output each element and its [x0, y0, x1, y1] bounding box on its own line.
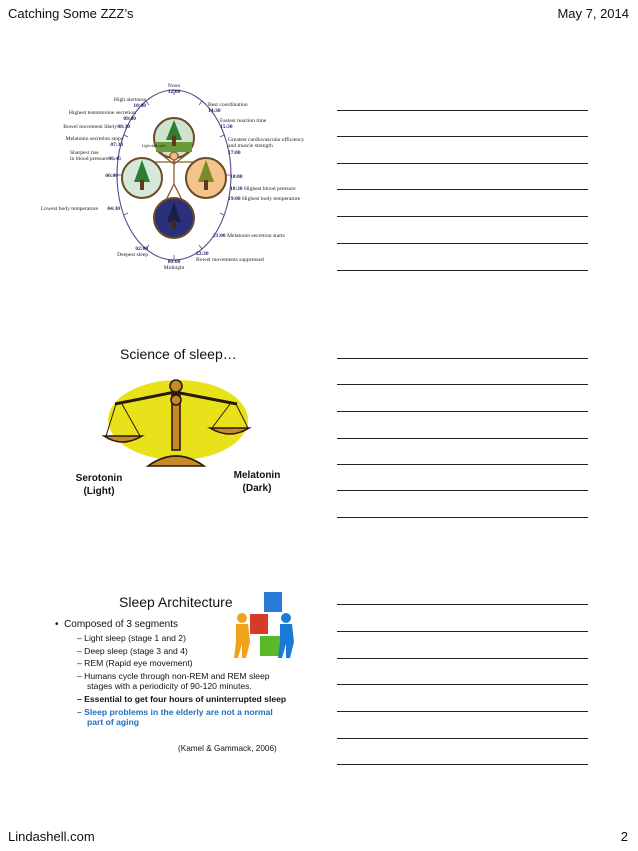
document-title: Catching Some ZZZ’s: [8, 6, 134, 21]
noon-label: Noon: [167, 83, 181, 89]
clock-label: Sharpest rise: [70, 150, 99, 156]
clock-time: 06:45: [108, 156, 121, 162]
clock-label: Deepest sleep: [117, 252, 148, 258]
clock-time: 14:30: [208, 108, 221, 114]
slide-title-architecture: Sleep Architecture: [119, 594, 233, 610]
clock-label: Melatonin secretion stops: [65, 136, 123, 142]
notes-line: [337, 490, 588, 491]
clock-time: 19:00: [228, 196, 241, 202]
clock-time: 10:00: [133, 103, 146, 109]
clock-label: Fastest reaction time: [220, 118, 267, 124]
clock-label: Highest blood pressure: [244, 186, 296, 192]
clock-label: and muscle strength: [228, 143, 273, 149]
clock-time: 18:00: [230, 174, 243, 180]
sub-bullet-list: [77, 633, 287, 728]
clock-time: 17:00: [228, 150, 241, 156]
notes-line: [337, 110, 588, 111]
clock-label: Best coordination: [208, 102, 248, 108]
notes-line: [337, 438, 588, 439]
notes-line: [337, 764, 588, 765]
clock-label: Highest body temperature: [242, 196, 301, 202]
architecture-content: [55, 619, 287, 728]
notes-line: [337, 631, 588, 632]
notes-line: [337, 216, 588, 217]
notes-line: [337, 384, 588, 385]
clock-time: 15:30: [220, 124, 233, 130]
midnight-time: 00:00: [167, 259, 181, 265]
list-item: – Light sleep (stage 1 and 2): [77, 633, 186, 643]
clock-label: in blood pressure: [70, 156, 109, 162]
clock-label: Bowel movement likely: [63, 124, 117, 130]
clock-time: 04:30: [107, 206, 120, 212]
clock-time: 06:00: [105, 173, 118, 179]
notes-line: [337, 270, 588, 271]
notes-line: [337, 136, 588, 137]
citation: (Kamel & Gammack, 2006): [178, 744, 277, 753]
notes-line: [337, 163, 588, 164]
clock-time: 02:00: [135, 246, 148, 252]
clock-time: 21:00: [213, 233, 226, 239]
notes-line: [337, 684, 588, 685]
notes-line: [337, 243, 588, 244]
clock-label: Lowest body temperature: [40, 206, 98, 212]
clock-label: High alertness: [113, 97, 146, 103]
noon-time: 12:00: [167, 89, 181, 95]
clock-time: 09:00: [123, 116, 136, 122]
list-item: – Deep sleep (stage 3 and 4): [77, 645, 188, 656]
page-number: 2: [620, 829, 628, 844]
melatonin-label: Melatonin (Dark): [233, 470, 281, 494]
notes-line: [337, 189, 588, 190]
clock-label: Melatonin secretion starts: [227, 233, 285, 239]
list-item: – REM (Rapid eye movement): [77, 658, 193, 669]
notes-line: [337, 658, 588, 659]
midnight-label: Midnight: [163, 265, 185, 271]
clock-label: Greatest cardiovascular efficiency: [228, 137, 305, 143]
slide-title-science: Science of sleep…: [120, 346, 237, 362]
serotonin-label: Serotonin (Light): [75, 473, 123, 497]
clock-time: 07:30: [110, 142, 123, 148]
notes-line: [337, 711, 588, 712]
list-item-emphasis: – Essential to get four hours of uninterrupted sleep: [77, 693, 287, 704]
notes-line: [337, 738, 588, 739]
document-date: May 7, 2014: [557, 6, 629, 21]
notes-line: [337, 517, 588, 518]
footer-site: Lindashell.com: [8, 829, 95, 844]
clock-label: Bowel movements suppressed: [196, 257, 264, 263]
notes-line: [337, 464, 588, 465]
notes-line: [337, 411, 588, 412]
circadian-clock-diagram: [40, 78, 310, 273]
balance-scale-icon: [100, 376, 250, 471]
list-item: – Humans cycle through non-REM and REM sleep stages with a periodicity of 90-120 minutes.: [77, 670, 270, 692]
bullet-dot: •: [55, 619, 65, 630]
notes-line: [337, 358, 588, 359]
list-item-highlight: – Sleep problems in the elderly are not a normal part of aging: [77, 706, 273, 728]
notes-line: [337, 604, 588, 605]
clock-time: 22:30: [196, 251, 209, 257]
clock-time: 08:30: [117, 124, 130, 130]
clock-label: Highest testosterone secretion: [68, 110, 136, 116]
main-bullet: • Composed of 3 segments: [55, 619, 179, 630]
clock-time: 18:30: [230, 186, 243, 192]
light-dark-cycle-label: Light-dark cycle: [142, 144, 166, 148]
